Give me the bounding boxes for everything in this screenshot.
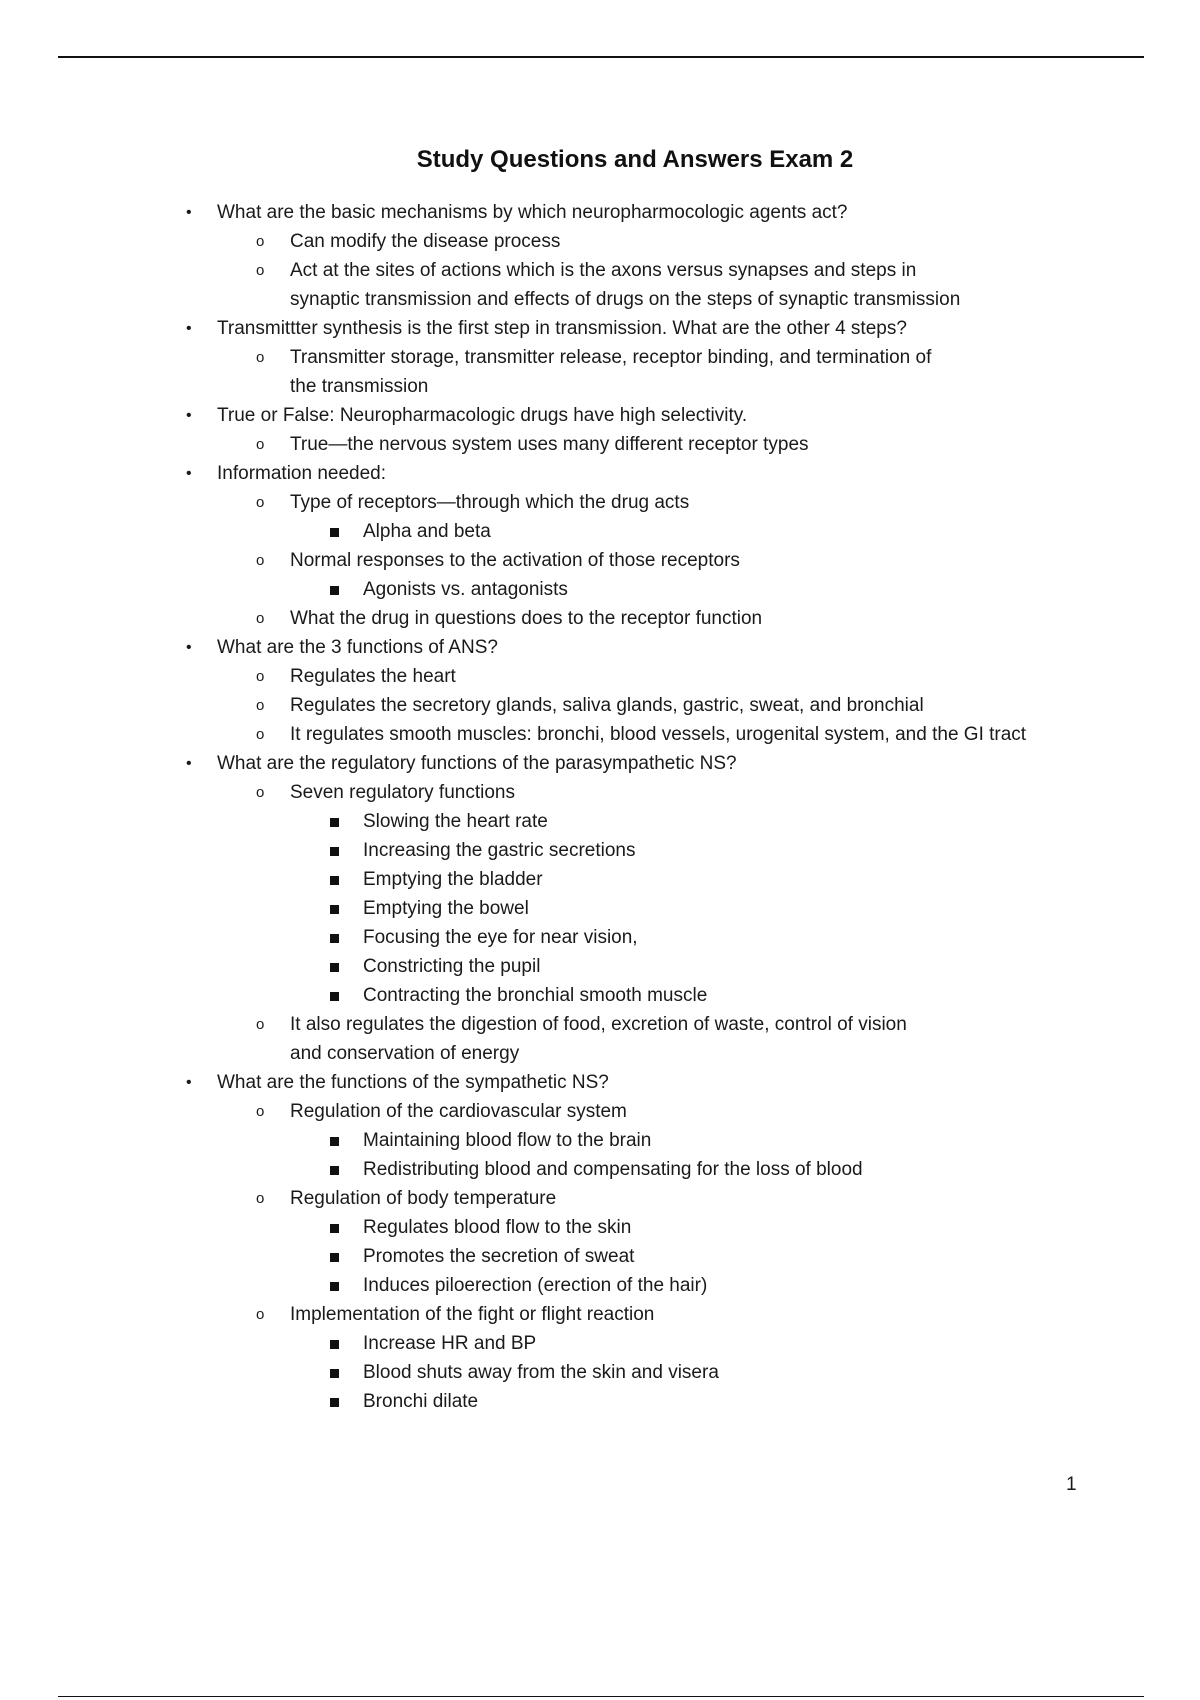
bullet-icon: • [186,320,192,337]
list-item: Blood shuts away from the skin and visera [0,1358,1200,1387]
bullet-icon: • [186,204,192,221]
circle-bullet-icon: o [256,610,265,627]
top-rule [58,56,1144,58]
list-item: Increase HR and BP [0,1329,1200,1358]
list-item: o Regulates the secretory glands, saliva glands, gastric, sweat, and bronchial [0,691,1200,720]
list-item: Induces piloerection (erection of the hair) [0,1271,1200,1300]
bullet-icon: • [186,465,192,482]
square-bullet-icon [330,586,339,595]
circle-bullet-icon: o [256,1103,265,1120]
list-item: o Regulation of body temperature [0,1184,1200,1213]
circle-bullet-icon: o [256,552,265,569]
circle-bullet-icon: o [256,262,265,279]
circle-bullet-icon: o [256,784,265,801]
list-item: Focusing the eye for near vision, [0,923,1200,952]
list-item: Maintaining blood flow to the brain [0,1126,1200,1155]
bottom-rule [58,1696,1144,1697]
list-item: • What are the functions of the sympathetic NS? [0,1068,1200,1097]
list-item: Increasing the gastric secretions [0,836,1200,865]
circle-bullet-icon: o [256,233,265,250]
square-bullet-icon [330,528,339,537]
square-bullet-icon [330,1369,339,1378]
list-item: Contracting the bronchial smooth muscle [0,981,1200,1010]
list-item: o Act at the sites of actions which is the axons versus synapses and steps in [0,256,1200,285]
square-bullet-icon [330,1253,339,1262]
square-bullet-icon [330,1340,339,1349]
list-item: • What are the regulatory functions of the parasympathetic NS? [0,749,1200,778]
square-bullet-icon [330,876,339,885]
list-item: Bronchi dilate [0,1387,1200,1416]
list-item: Constricting the pupil [0,952,1200,981]
circle-bullet-icon: o [256,436,265,453]
square-bullet-icon [330,1137,339,1146]
square-bullet-icon [330,963,339,972]
circle-bullet-icon: o [256,697,265,714]
list-item-continuation: synaptic transmission and effects of drugs on the steps of synaptic transmission [290,289,961,310]
circle-bullet-icon: o [256,1016,265,1033]
bullet-icon: • [186,755,192,772]
document-title: Study Questions and Answers Exam 2 [416,146,854,173]
list-item: o Type of receptors—through which the drug acts [0,488,1200,517]
list-item: o Can modify the disease process [0,227,1200,256]
list-item: o It regulates smooth muscles: bronchi, blood vessels, urogenital system, and the GI tract [0,720,1200,749]
bullet-icon: • [186,407,192,424]
list-item: o Regulates the heart [0,662,1200,691]
list-item: o Normal responses to the activation of those receptors [0,546,1200,575]
circle-bullet-icon: o [256,1190,265,1207]
square-bullet-icon [330,1282,339,1291]
square-bullet-icon [330,818,339,827]
list-item: o Regulation of the cardiovascular system [0,1097,1200,1126]
list-item: Redistributing blood and compensating for the loss of blood [0,1155,1200,1184]
square-bullet-icon [330,1224,339,1233]
circle-bullet-icon: o [256,668,265,685]
square-bullet-icon [330,1398,339,1407]
list-item: o It also regulates the digestion of food, excretion of waste, control of vision [0,1010,1200,1039]
list-item: o Implementation of the fight or flight reaction [0,1300,1200,1329]
square-bullet-icon [330,934,339,943]
list-item-continuation: the transmission [290,376,429,397]
bullet-icon: • [186,1074,192,1091]
square-bullet-icon [330,1166,339,1175]
list-item: Emptying the bowel [0,894,1200,923]
circle-bullet-icon: o [256,726,265,743]
circle-bullet-icon: o [256,349,265,366]
list-item: Promotes the secretion of sweat [0,1242,1200,1271]
list-item: Alpha and beta [0,517,1200,546]
list-item: o True—the nervous system uses many different receptor types [0,430,1200,459]
list-item: o Transmitter storage, transmitter release, receptor binding, and termination of [0,343,1200,372]
page-number: 1 [1066,1474,1077,1495]
circle-bullet-icon: o [256,1306,265,1323]
list-item: Agonists vs. antagonists [0,575,1200,604]
bullet-icon: • [186,639,192,656]
list-item: • Information needed: [0,459,1200,488]
square-bullet-icon [330,847,339,856]
document-body [0,198,1200,1416]
square-bullet-icon [330,992,339,1001]
list-item: • Transmittter synthesis is the first step in transmission. What are the other 4 steps? [0,314,1200,343]
circle-bullet-icon: o [256,494,265,511]
list-item: • True or False: Neuropharmacologic drugs have high selectivity. [0,401,1200,430]
list-item: o Seven regulatory functions [0,778,1200,807]
list-item: Regulates blood flow to the skin [0,1213,1200,1242]
square-bullet-icon [330,905,339,914]
list-item: • What are the 3 functions of ANS? [0,633,1200,662]
list-item: Emptying the bladder [0,865,1200,894]
list-item: Slowing the heart rate [0,807,1200,836]
list-item: o What the drug in questions does to the receptor function [0,604,1200,633]
list-item-continuation: and conservation of energy [290,1043,520,1064]
list-item: • What are the basic mechanisms by which neuropharmocologic agents act? [0,198,1200,227]
